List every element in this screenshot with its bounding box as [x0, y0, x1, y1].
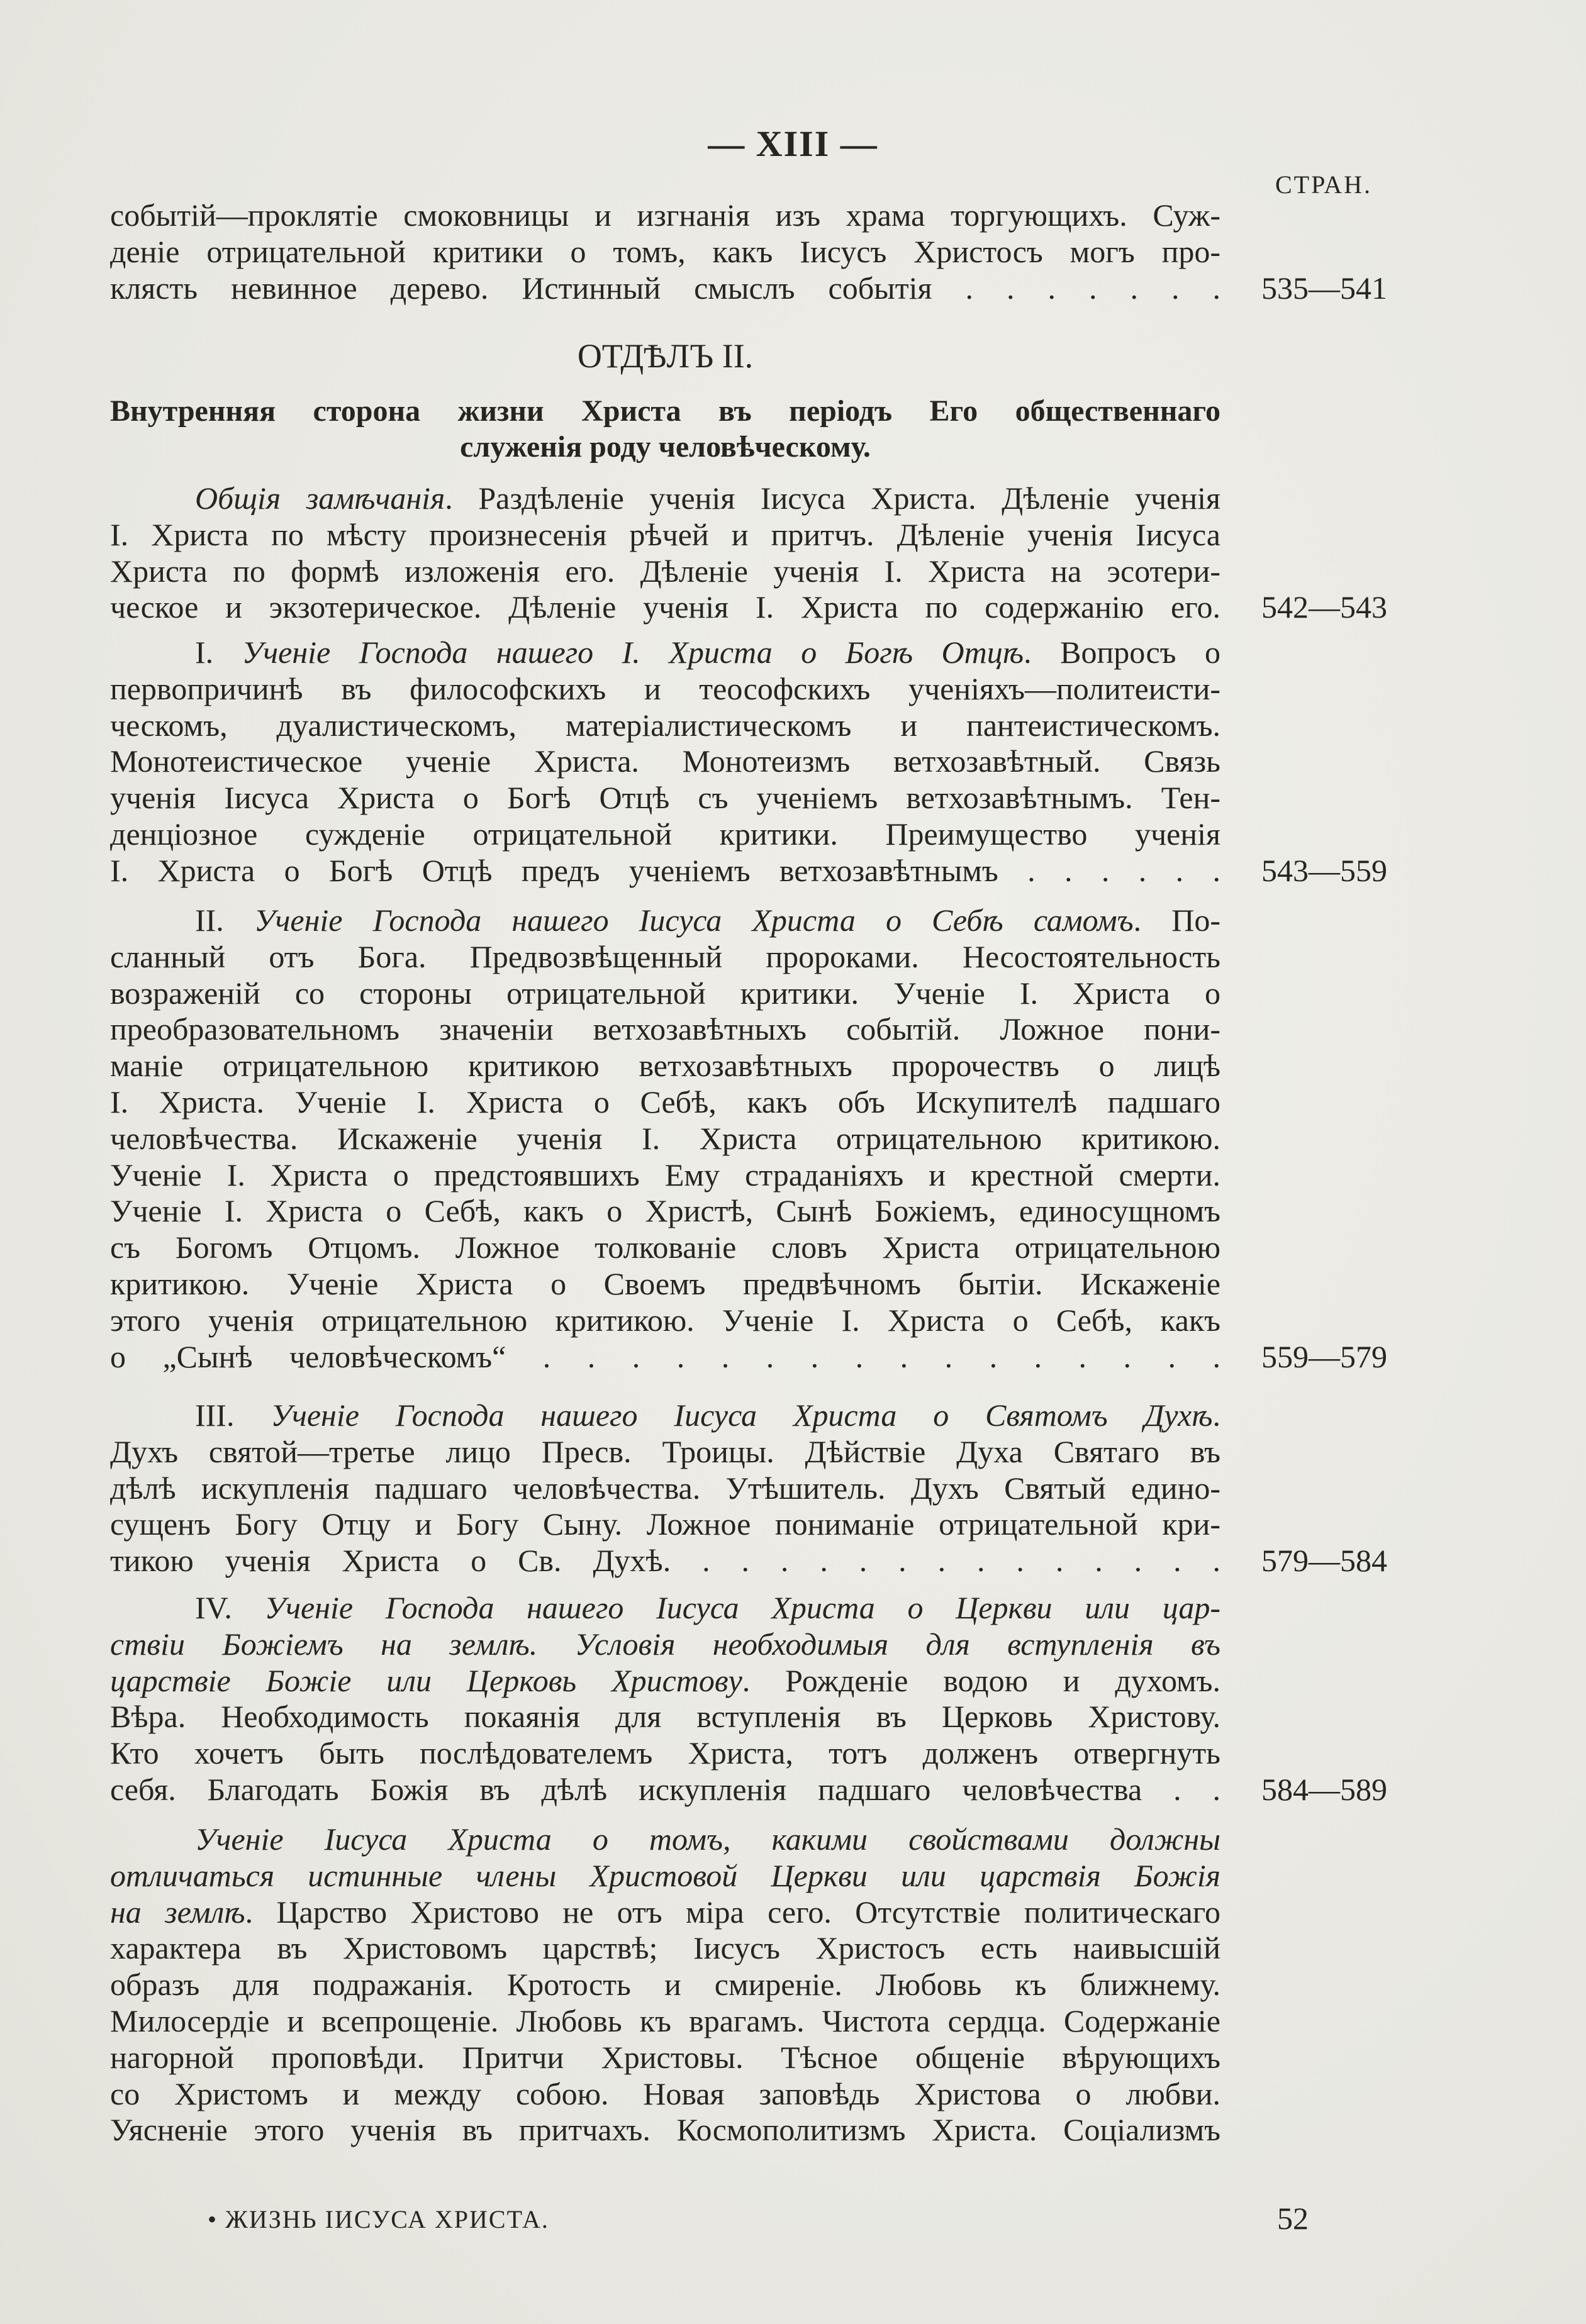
italic-title-text: Ученіе Господа нашего Іисуса Христа о Святомъ Духѣ: [271, 1398, 1213, 1433]
body-text: сланный отъ Бога. Предвозвѣщенный пророками. Несостоятельность: [110, 938, 1220, 974]
toc-entry-general-remarks: [110, 481, 1387, 626]
body-text: Монотеистическое ученіе Христа. Монотеизмъ ветхозавѣтный. Связь: [110, 743, 1220, 779]
line-text: [110, 1735, 1220, 1772]
body-text: клясть невинное дерево. Истинный смыслъ событія . . . . . . .: [110, 270, 1220, 306]
body-text: возраженій со стороны отрицательной критики. Ученіе I. Христа о: [110, 975, 1220, 1011]
line-text: [110, 1434, 1220, 1471]
body-text: Уясненіе этого ученія въ притчахъ. Космополитизмъ Христа. Соціализмъ: [110, 2112, 1220, 2148]
body-text: маніе отрицательною критикою ветхозавѣтныхъ пророчествъ о лицѣ: [110, 1048, 1220, 1084]
text-line: [110, 939, 1220, 976]
italic-title-text: отличаться истинные члены Христовой Церкви или царствія Божія: [110, 1857, 1220, 1893]
toc-entry-chapter-3: [110, 1398, 1387, 1579]
text-line: [110, 671, 1220, 708]
text-line: [110, 852, 1387, 889]
body-text: сущенъ Богу Отцу и Богу Сыну. Ложное пониманіе отрицательной кри-: [110, 1506, 1220, 1542]
line-text: [195, 635, 1220, 671]
page-range: 535—541: [1261, 270, 1387, 306]
line-text: [110, 1894, 1220, 1931]
text-line: [110, 589, 1387, 626]
body-text: ученія Іисуса Христа о Богѣ Отцѣ съ ученіемъ ветхозавѣтнымъ. Тен-: [110, 780, 1220, 816]
text-line: [110, 1193, 1220, 1230]
line-text: [110, 1543, 1220, 1579]
line-text: [110, 2076, 1220, 2113]
text-line: [110, 1858, 1220, 1894]
body-text: . Раздѣленіе ученія Іисуса Христа. Дѣленіе ученія: [445, 481, 1220, 516]
line-text: [110, 1663, 1220, 1699]
line-text: [110, 1772, 1220, 1808]
text-line: [110, 1967, 1220, 2003]
text-line: [110, 1894, 1220, 1931]
body-text: со Христомъ и между собою. Новая заповѣдь Христова о любви.: [110, 2076, 1220, 2111]
body-text: Христа по формѣ изложенія его. Дѣленіе ученія I. Христа на эсотери-: [110, 553, 1220, 589]
line-text: [110, 1930, 1220, 1967]
body-text: тикою ученія Христа о Св. Духѣ. . . . . . . . . . . . . . .: [110, 1543, 1220, 1579]
line-text: [195, 481, 1220, 517]
body-text: I. Христа по мѣсту произнесенія рѣчей и притчъ. Дѣленіе ученія Іисуса: [110, 516, 1220, 552]
text-line: [110, 1821, 1220, 1858]
line-text: [110, 1858, 1220, 1894]
body-text: ческомъ, дуалистическомъ, матеріалистическомъ и пантеистическомъ.: [110, 707, 1220, 743]
footer-signature-number: 52: [1277, 2201, 1309, 2236]
line-text: [110, 270, 1220, 307]
line-text: [110, 553, 1220, 590]
text-line: [110, 743, 1220, 780]
line-text: [110, 2112, 1220, 2149]
line-text: [110, 1506, 1220, 1543]
line-text: [110, 708, 1220, 744]
line-text: [110, 1303, 1220, 1339]
line-text: [110, 1471, 1220, 1507]
body-text: съ Богомъ Отцомъ. Ложное толкованіе словъ Христа отрицательною: [110, 1230, 1220, 1265]
section-title: ОТДѢЛЪ II.: [577, 337, 754, 375]
body-text: ческое и экзотерическое. Дѣленіе ученія I. Христа по содержанію его.: [110, 589, 1220, 625]
line-text: [110, 1193, 1220, 1230]
text-line: [110, 1699, 1220, 1735]
text-line: [110, 1157, 1220, 1194]
text-line: [110, 1930, 1220, 1967]
text-line: [110, 816, 1220, 853]
line-text: [110, 1626, 1220, 1663]
italic-title-text: ствіи Божіемъ на землѣ. Условія необходимыя для вступленія въ: [110, 1626, 1220, 1662]
line-text: [110, 1011, 1220, 1048]
text-line: [110, 553, 1220, 590]
text-line: [110, 1771, 1387, 1808]
body-text: событій—проклятіе смоковницы и изгнанія изъ храма торгующихъ. Суж-: [110, 197, 1220, 233]
line-text: [110, 1121, 1220, 1157]
line-text: [110, 1230, 1220, 1266]
line-text: [195, 903, 1220, 939]
body-text: I. Христа о Богѣ Отцѣ предъ ученіемъ ветхозавѣтнымъ . . . . . .: [110, 852, 1220, 888]
text-line: [110, 2003, 1220, 2040]
line-text: [110, 1157, 1220, 1194]
line-text: [110, 939, 1220, 976]
page-range: 584—589: [1261, 1771, 1387, 1807]
page-range: 579—584: [1261, 1543, 1387, 1579]
line-text: [110, 1048, 1220, 1084]
line-text: [110, 671, 1220, 708]
text-line: [110, 197, 1220, 234]
toc-entry-chapter-1: [110, 635, 1387, 889]
body-text: денціозное сужденіе отрицательной критики. Преимущество ученія: [110, 816, 1220, 852]
line-text: [110, 1699, 1220, 1735]
page-range: 559—579: [1261, 1338, 1387, 1374]
body-text: Милосердіе и всепрощеніе. Любовь къ врагамъ. Чистота сердца. Содержаніе: [110, 2003, 1220, 2038]
italic-title-text: Ученіе Господа нашего Іисуса Христа о Церкви или цар-: [264, 1590, 1220, 1625]
body-text: Кто хочетъ быть послѣдователемъ Христа, тотъ долженъ отвергнуть: [110, 1735, 1220, 1771]
text-line: [110, 2040, 1220, 2076]
text-line: [110, 1471, 1220, 1507]
text-line: [110, 517, 1220, 553]
line-text: [195, 1821, 1220, 1858]
pages-column-label: СТРАН.: [1275, 170, 1372, 199]
italic-title-text: Общія замѣчанія: [195, 481, 445, 516]
body-text: нагорной проповѣди. Притчи Христовы. Тѣсное общеніе вѣрующихъ: [110, 2039, 1220, 2075]
body-text: о „Сынѣ человѣческомъ“ . . . . . . . . . . . . . . . .: [110, 1338, 1220, 1374]
text-line: [110, 1434, 1220, 1471]
body-text: I.: [195, 635, 242, 670]
page-range: 543—559: [1261, 852, 1387, 888]
toc-entry-chapter-4: [110, 1590, 1387, 1808]
body-text: . Царство Христово не отъ міра сего. Отсутствіе политическаго: [245, 1894, 1220, 1930]
text-line: [110, 976, 1220, 1012]
toc-entry-chapter-4-sub: [110, 1821, 1220, 2149]
italic-title-text: царствіе Божіе или Церковь Христову: [110, 1662, 742, 1698]
body-text: первопричинѣ въ философскихъ и теософскихъ ученіяхъ—политеисти-: [110, 670, 1220, 706]
body-text: характера въ Христовомъ царствѣ; Іисусъ Христосъ есть наивысшій: [110, 1930, 1220, 1966]
section-heading-line: служенія роду человѣческому.: [460, 430, 871, 464]
text-line: [110, 1303, 1220, 1339]
line-text: [110, 1339, 1220, 1376]
text-line: [110, 1230, 1220, 1266]
line-text: [110, 816, 1220, 853]
body-text: себя. Благодать Божія въ дѣлѣ искупленія падшаго человѣчества . .: [110, 1771, 1220, 1807]
body-text: . Рожденіе водою и духомъ.: [742, 1662, 1220, 1698]
body-text: .: [1212, 1398, 1221, 1433]
text-line: [110, 1011, 1220, 1048]
body-text: преобразовательномъ значеніи ветхозавѣтныхъ событій. Ложное пони-: [110, 1011, 1220, 1047]
body-text: IV.: [195, 1590, 265, 1625]
italic-title-text: Ученіе Господа нашего I. Христа о Богѣ Отцѣ: [242, 635, 1024, 670]
line-text: [110, 743, 1220, 780]
line-text: [110, 234, 1220, 270]
line-text: [110, 589, 1220, 626]
text-line: [110, 2112, 1220, 2149]
body-text: Духъ святой—третье лицо Пресв. Троицы. Дѣйствіе Духа Святаго въ: [110, 1433, 1220, 1469]
line-text: [110, 780, 1220, 816]
line-text: [110, 517, 1220, 553]
text-line: [110, 1735, 1220, 1772]
line-text: [110, 976, 1220, 1012]
line-text: [110, 853, 1220, 889]
body-text: III.: [195, 1398, 271, 1433]
footer-book-title: • ЖИЗНЬ ІИСУСА ХРИСТА.: [208, 2205, 549, 2233]
body-text: . Вопросъ о: [1024, 635, 1221, 670]
body-text: человѣчества. Искаженіе ученія I. Христа отрицательною критикою.: [110, 1120, 1220, 1156]
body-text: дѣлѣ искупленія падшаго человѣчества. Утѣшитель. Духъ Святый едино-: [110, 1470, 1220, 1506]
text-line: [110, 1506, 1220, 1543]
body-text: . По-: [1133, 903, 1220, 938]
body-text: критикою. Ученіе Христа о Своемъ предвѣчномъ бытіи. Искаженіе: [110, 1265, 1220, 1301]
line-text: [110, 1266, 1220, 1303]
text-line: [110, 1663, 1220, 1699]
line-text: [195, 1590, 1220, 1626]
text-line: [110, 1590, 1220, 1626]
text-line: [110, 708, 1220, 744]
page-range: 542—543: [1261, 589, 1387, 625]
text-line: [110, 1084, 1220, 1121]
text-line: [110, 1048, 1220, 1084]
line-text: [110, 1084, 1220, 1121]
body-text: образъ для подражанія. Кротость и смиреніе. Любовь къ ближнему.: [110, 1967, 1220, 2003]
text-line: [110, 1266, 1220, 1303]
line-text: [110, 2040, 1220, 2076]
line-text: [110, 197, 1220, 234]
italic-title-text: Ученіе Господа нашего Іисуса Христа о Себѣ самомъ: [254, 903, 1134, 938]
body-text: I. Христа. Ученіе I. Христа о Себѣ, какъ объ Искупителѣ падшаго: [110, 1084, 1220, 1120]
running-head-page-number: — XIII —: [708, 123, 878, 164]
text-line: [110, 1121, 1220, 1157]
text-line: [110, 2076, 1220, 2113]
line-text: [110, 1967, 1220, 2003]
italic-title-text: Ученіе Іисуса Христа о томъ, какими свойствами должны: [195, 1821, 1220, 1857]
section-heading-line: Внутренняя сторона жизни Христа въ періодъ Его общественнаго: [110, 394, 1220, 428]
text-line: [110, 1626, 1220, 1663]
line-text: [110, 2003, 1220, 2040]
toc-entry-chapter-2: [110, 903, 1387, 1375]
text-line: [110, 234, 1220, 270]
section-heading: [110, 393, 1220, 465]
text-line: [110, 1398, 1220, 1434]
text-line: [110, 270, 1387, 307]
body-text: II.: [195, 903, 254, 938]
text-line: [110, 635, 1220, 671]
body-text: деніе отрицательной критики о томъ, какъ Іисусъ Христосъ могъ про-: [110, 233, 1220, 269]
body-text: Ученіе I. Христа о предстоявшихъ Ему страданіяхъ и крестной смерти.: [110, 1157, 1220, 1193]
text-line: [110, 1543, 1387, 1579]
text-line: [110, 1338, 1387, 1376]
text-line: [110, 903, 1220, 939]
italic-title-text: на землѣ: [110, 1894, 245, 1930]
line-text: [195, 1398, 1220, 1434]
text-line: [110, 780, 1220, 816]
body-text: Ученіе I. Христа о Себѣ, какъ о Христѣ, Сынѣ Божіемъ, единосущномъ: [110, 1193, 1220, 1229]
body-text: этого ученія отрицательною критикою. Ученіе I. Христа о Себѣ, какъ: [110, 1302, 1220, 1338]
toc-entry-continuation: [110, 197, 1387, 306]
body-text: Вѣра. Необходимость покаянія для вступленія въ Церковь Христову.: [110, 1699, 1220, 1735]
text-line: [110, 481, 1220, 517]
